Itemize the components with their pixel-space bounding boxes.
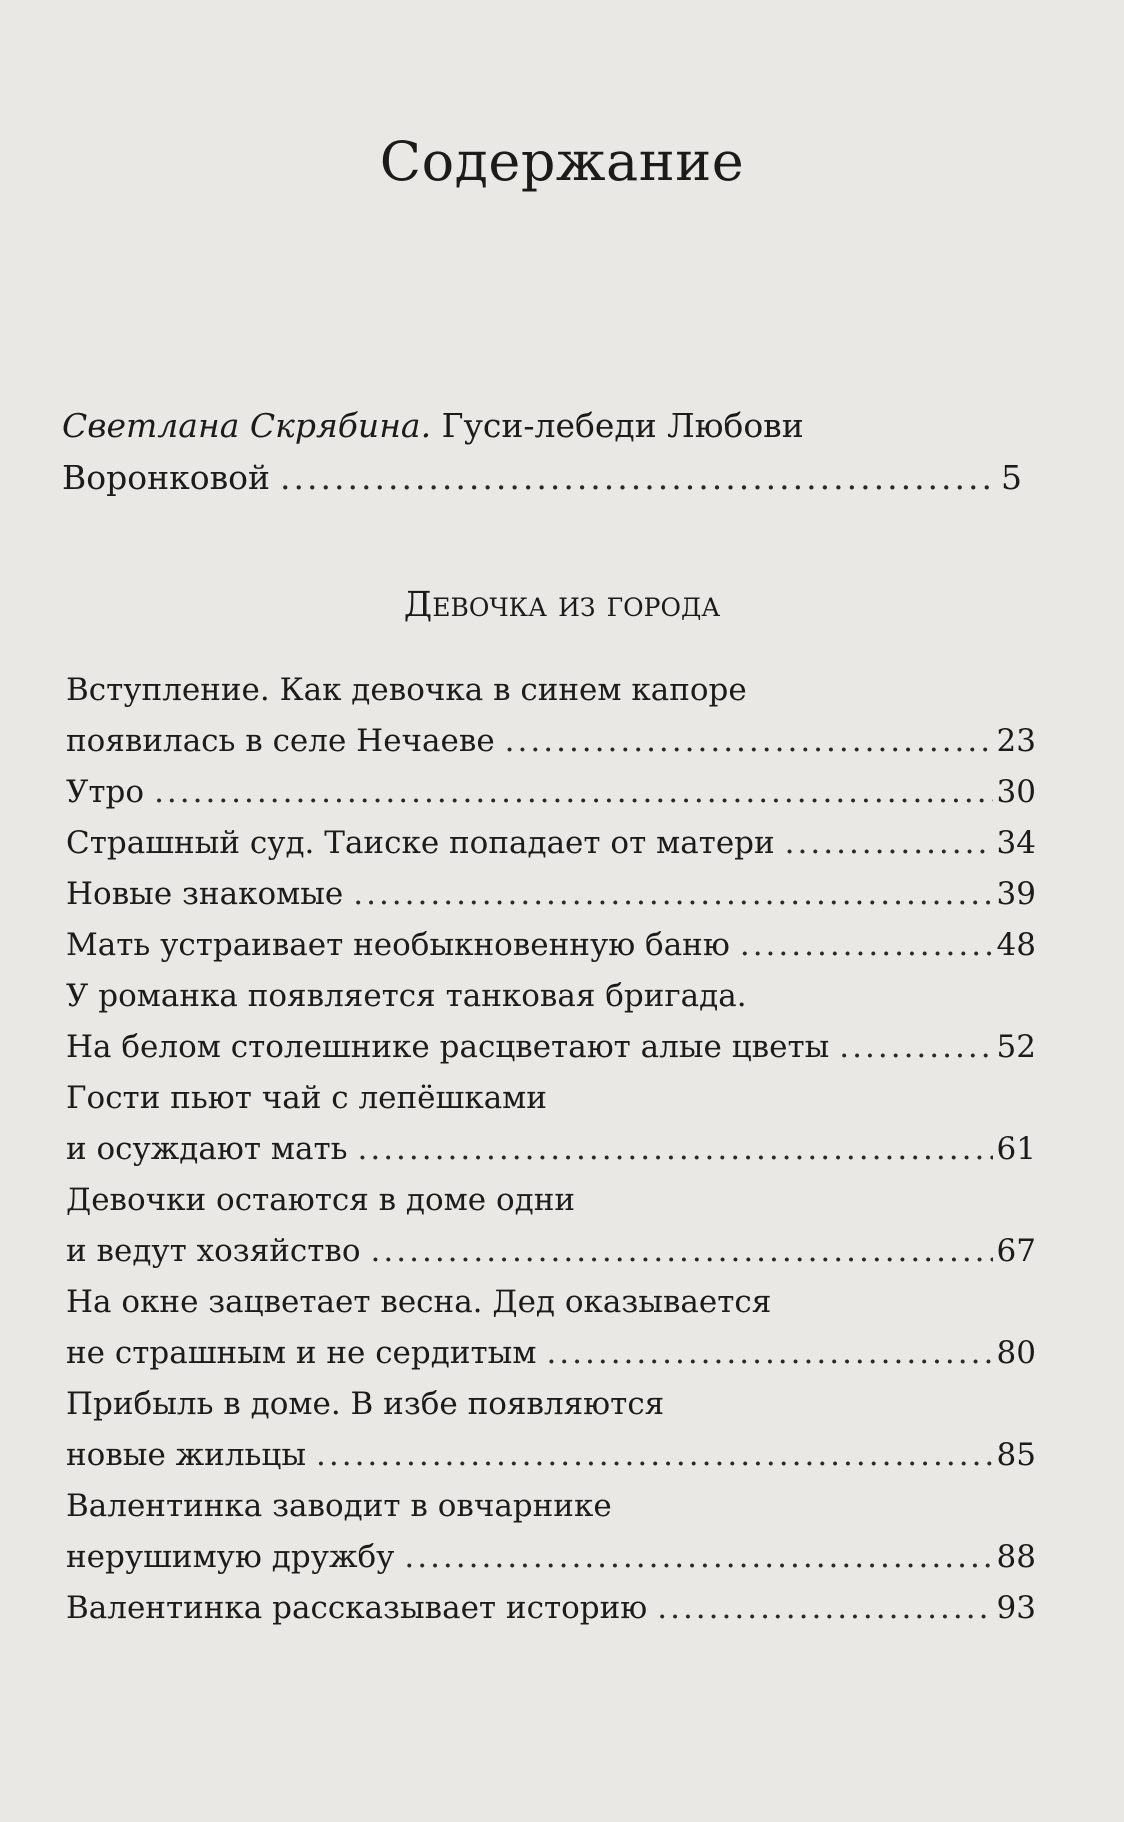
toc-page-number: 34 — [996, 825, 1036, 861]
toc-entry — [66, 971, 1036, 1073]
toc-page-number: 39 — [996, 876, 1036, 912]
intro-author: Светлана Скрябина. — [62, 406, 432, 445]
section-title: Девочка из города — [403, 585, 721, 625]
toc-entry-line — [66, 1583, 1036, 1634]
toc-entry — [66, 869, 1036, 920]
toc-entry-text: нерушимую дружбу — [66, 1539, 395, 1575]
intro-line-1 — [62, 400, 1022, 452]
dot-leader — [546, 1328, 992, 1379]
toc-page-number: 88 — [996, 1539, 1036, 1575]
toc-entry — [66, 665, 1036, 767]
dot-leader — [357, 1124, 992, 1175]
toc-entry-line — [66, 971, 1036, 1022]
dot-leader — [839, 1022, 992, 1073]
dot-leader — [280, 452, 996, 503]
toc-entry — [66, 1379, 1036, 1481]
toc-entry-line — [66, 1124, 1036, 1175]
toc-page-number: 48 — [996, 927, 1036, 963]
page-title: Содержание — [379, 130, 745, 193]
toc-entry-line — [66, 920, 1036, 971]
toc-page-number: 93 — [996, 1590, 1036, 1626]
toc-entry-line — [66, 665, 1036, 716]
toc-entry-text: Гости пьют чай с лепёшками — [66, 1080, 547, 1116]
toc-page-number: 52 — [996, 1029, 1036, 1065]
toc-entry-text: Валентинка рассказывает историю — [66, 1590, 648, 1626]
toc-entry-text: У романка появляется танковая бригада. — [66, 978, 747, 1014]
toc-page-number: 23 — [996, 723, 1036, 759]
toc-entry-text: Утро — [66, 774, 145, 810]
toc-entry-line — [66, 1175, 1036, 1226]
toc-entry-text: не страшным и не сердитым — [66, 1335, 537, 1371]
dot-leader — [505, 716, 993, 767]
dot-leader — [353, 869, 992, 920]
toc-entry — [66, 920, 1036, 971]
toc-entry-line — [66, 1328, 1036, 1379]
intro-title-part-2: Воронковой — [62, 458, 271, 497]
intro-entry — [62, 400, 1022, 503]
toc-entry-text: и ведут хозяйство — [66, 1233, 361, 1269]
toc-entry-text: На окне зацветает весна. Дед оказывается — [66, 1284, 772, 1320]
dot-leader — [740, 920, 993, 971]
toc-entry-text: и осуждают мать — [66, 1131, 348, 1167]
toc-entry — [66, 818, 1036, 869]
toc-entry — [66, 767, 1036, 818]
toc-entry — [66, 1175, 1036, 1277]
intro-line-2 — [62, 452, 1022, 503]
toc-entry-line — [66, 1379, 1036, 1430]
toc-entry-text: Новые знакомые — [66, 876, 344, 912]
toc-list — [66, 665, 1036, 1634]
toc-entry-line — [66, 869, 1036, 920]
toc-entry-text: Валентинка заводит в овчарнике — [66, 1488, 612, 1524]
intro-title-part-1: Гуси-лебеди Любови — [441, 406, 804, 445]
toc-entry-line — [66, 1022, 1036, 1073]
toc-entry-line — [66, 1277, 1036, 1328]
toc-entry-line — [66, 716, 1036, 767]
toc-entry — [66, 1583, 1036, 1634]
toc-page-number: 80 — [996, 1335, 1036, 1371]
toc-entry-line — [66, 1481, 1036, 1532]
toc-entry-line — [66, 1226, 1036, 1277]
toc-entry — [66, 1481, 1036, 1583]
toc-entry-text: Страшный суд. Таиске попадает от матери — [66, 825, 775, 861]
toc-entry-line — [66, 1073, 1036, 1124]
toc-page-number: 67 — [996, 1233, 1036, 1269]
dot-leader — [371, 1226, 993, 1277]
toc-page-number: 30 — [996, 774, 1036, 810]
dot-leader — [785, 818, 993, 869]
dot-leader — [316, 1430, 993, 1481]
toc-page-number: 85 — [996, 1437, 1036, 1473]
toc-entry-line — [66, 1430, 1036, 1481]
toc-entry-text: новые жильцы — [66, 1437, 307, 1473]
dot-leader — [657, 1583, 992, 1634]
toc-entry-text: Вступление. Как девочка в синем капоре — [66, 672, 747, 708]
toc-entry-line — [66, 818, 1036, 869]
toc-entry-text: Девочки остаются в доме одни — [66, 1182, 576, 1218]
toc-entry-text: Прибыль в доме. В избе появляются — [66, 1386, 665, 1422]
toc-entry-text: Мать устраивает необыкновенную баню — [66, 927, 730, 963]
toc-entry — [66, 1073, 1036, 1175]
dot-leader — [154, 767, 992, 818]
toc-entry-line — [66, 767, 1036, 818]
dot-leader — [404, 1532, 992, 1583]
toc-page-number: 61 — [996, 1131, 1036, 1167]
toc-entry — [66, 1277, 1036, 1379]
toc-entry-line — [66, 1532, 1036, 1583]
toc-entry-text: На белом столешнике расцветают алые цветы — [66, 1029, 830, 1065]
toc-entry-text: появилась в селе Нечаеве — [66, 723, 495, 759]
intro-page-number: 5 — [1001, 458, 1022, 497]
